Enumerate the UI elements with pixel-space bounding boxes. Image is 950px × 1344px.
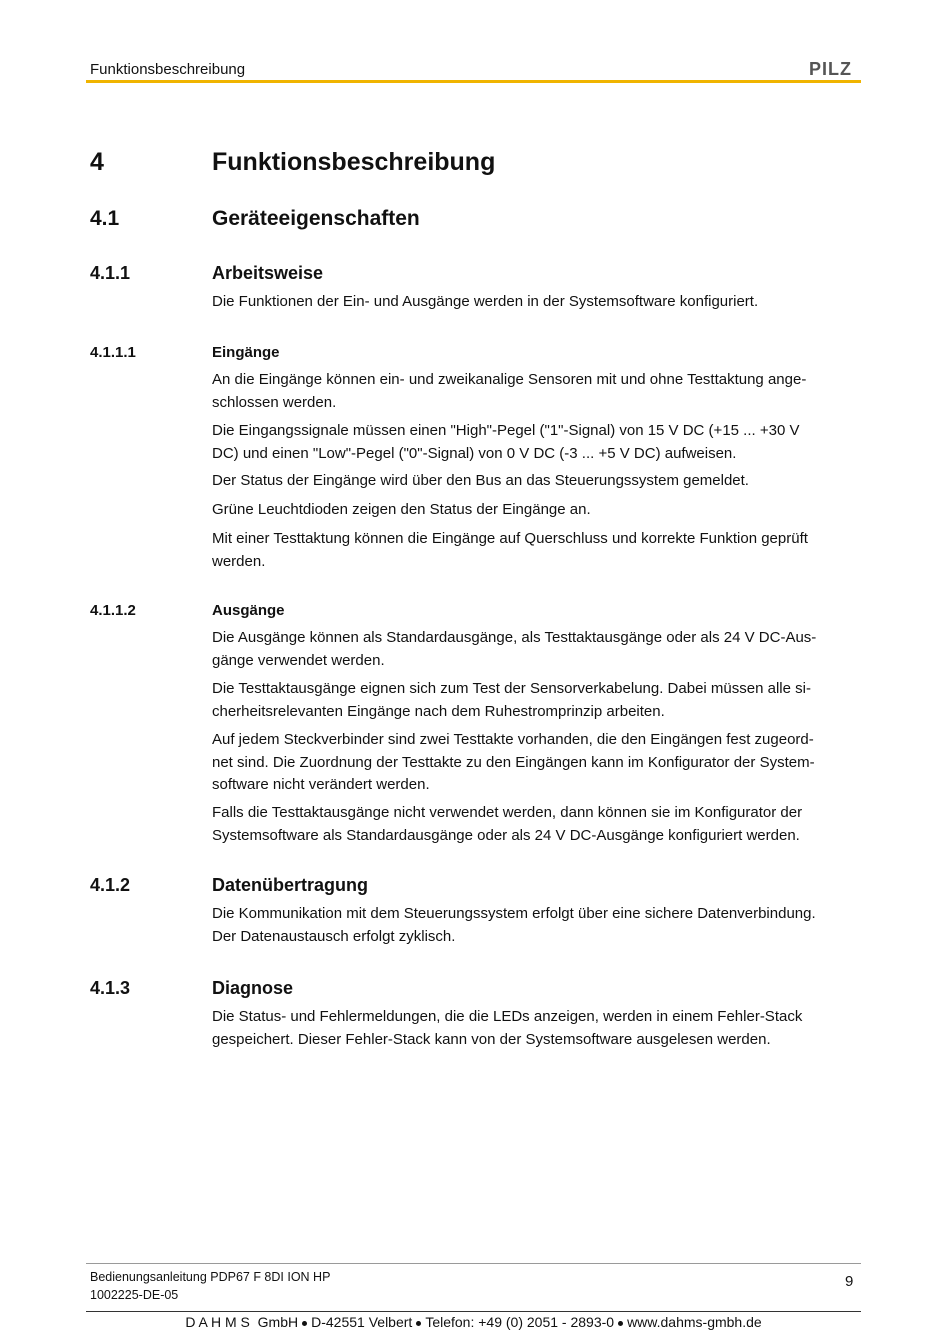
running-header-title: Funktionsbeschreibung <box>90 61 246 78</box>
pilz-logo-text: PILZ <box>809 60 852 78</box>
datenuebertragung-number: 4.1.2 <box>90 875 131 895</box>
ausgaenge-paragraph: Auf jedem Steckverbinder sind zwei Testtakte vorhanden, die den Eingängen fest zugeord- net sind. Die Zuordnung der Testtakte zu den Eingängen kann im Konfigurator der System- software nicht verändert werden. <box>212 731 815 793</box>
section-number: 4.1 <box>90 207 120 230</box>
eingaenge-paragraph: Mit einer Testtaktung können die Eingänge auf Querschluss und korrekte Funktion geprüft werden. <box>212 530 808 570</box>
dahms-phone: Telefon: +49 (0) 2051 - 2893-0 <box>425 1314 615 1330</box>
datenuebertragung-title: Datenübertragung <box>212 875 369 895</box>
arbeitsweise-paragraph: Die Funktionen der Ein- und Ausgänge werden in der Systemsoftware konfiguriert. <box>212 293 759 310</box>
datenuebertragung-paragraph: Die Kommunikation mit dem Steuerungssystem erfolgt über eine sichere Datenverbindung. Der Datenaustausch erfolgt zyklisch. <box>212 905 816 945</box>
bullet-icon <box>416 1321 421 1326</box>
pilz-logo <box>809 60 861 78</box>
dahms-address: D-42551 Velbert <box>311 1314 413 1330</box>
dahms-footer-line <box>86 1314 861 1330</box>
bullet-icon <box>618 1321 623 1326</box>
eingaenge-paragraph: Grüne Leuchtdioden zeigen den Status der Eingänge an. <box>212 501 591 518</box>
footer-doc-number: 1002225-DE-05 <box>90 1288 179 1302</box>
arbeitsweise-number: 4.1.1 <box>90 263 131 283</box>
diagnose-paragraph: Die Status- und Fehlermeldungen, die die LEDs anzeigen, werden in einem Fehler-Stack gespeichert. Dieser Fehler-Stack kann von der Systemsoftware ausgelesen werden. <box>212 1008 803 1048</box>
chapter-number: 4 <box>90 148 104 176</box>
header-accent-rule <box>86 80 861 83</box>
eingaenge-paragraph: An die Eingänge können ein- und zweikanalige Sensoren mit und ohne Testtaktung ange- schlossen werden. <box>212 371 807 411</box>
diagnose-title: Diagnose <box>212 978 294 998</box>
ausgaenge-title: Ausgänge <box>212 602 285 619</box>
bullet-icon <box>302 1321 307 1326</box>
diagnose-number: 4.1.3 <box>90 978 131 998</box>
page-number: 9 <box>845 1273 854 1290</box>
footer-manual-title: Bedienungsanleitung PDP67 F 8DI ION HP <box>90 1270 331 1284</box>
ausgaenge-paragraph: Die Ausgänge können als Standardausgänge, als Testtaktausgänge oder als 24 V DC-Aus- gänge verwendet werden. <box>212 629 817 669</box>
eingaenge-paragraph: Die Eingangssignale müssen einen "High"-Pegel ("1"-Signal) von 15 V DC (+15 ... +30 V DC) und einen "Low"-Pegel ("0"-Signal) von 0 V DC (-3 ... +5 V DC) aufweisen. <box>212 422 800 462</box>
eingaenge-paragraph: Der Status der Eingänge wird über den Bus an das Steuerungssystem gemeldet. <box>212 472 749 489</box>
eingaenge-number: 4.1.1.1 <box>90 344 136 361</box>
dahms-rule <box>86 1311 861 1312</box>
chapter-title: Funktionsbeschreibung <box>212 148 496 176</box>
section-title: Geräteeigenschaften <box>212 207 420 230</box>
ausgaenge-paragraph: Falls die Testtaktausgänge nicht verwendet werden, dann können sie im Konfigurator der Systemsoftware als Standardausgänge oder als 24 V DC-Ausgänge konfiguriert werden. <box>212 804 803 844</box>
ausgaenge-number: 4.1.1.2 <box>90 602 136 619</box>
footer-rule <box>86 1263 861 1264</box>
dahms-company: D A H M S GmbH <box>185 1314 299 1330</box>
arbeitsweise-title: Arbeitsweise <box>212 263 324 283</box>
ausgaenge-paragraph: Die Testtaktausgänge eignen sich zum Test der Sensorverkabelung. Dabei müssen alle si- cherheitsrelevanten Eingänge nach dem Ruhestromprinzip arbeiten. <box>212 680 811 720</box>
dahms-website-link[interactable]: www.dahms-gmbh.de <box>627 1314 762 1330</box>
eingaenge-title: Eingänge <box>212 344 280 361</box>
